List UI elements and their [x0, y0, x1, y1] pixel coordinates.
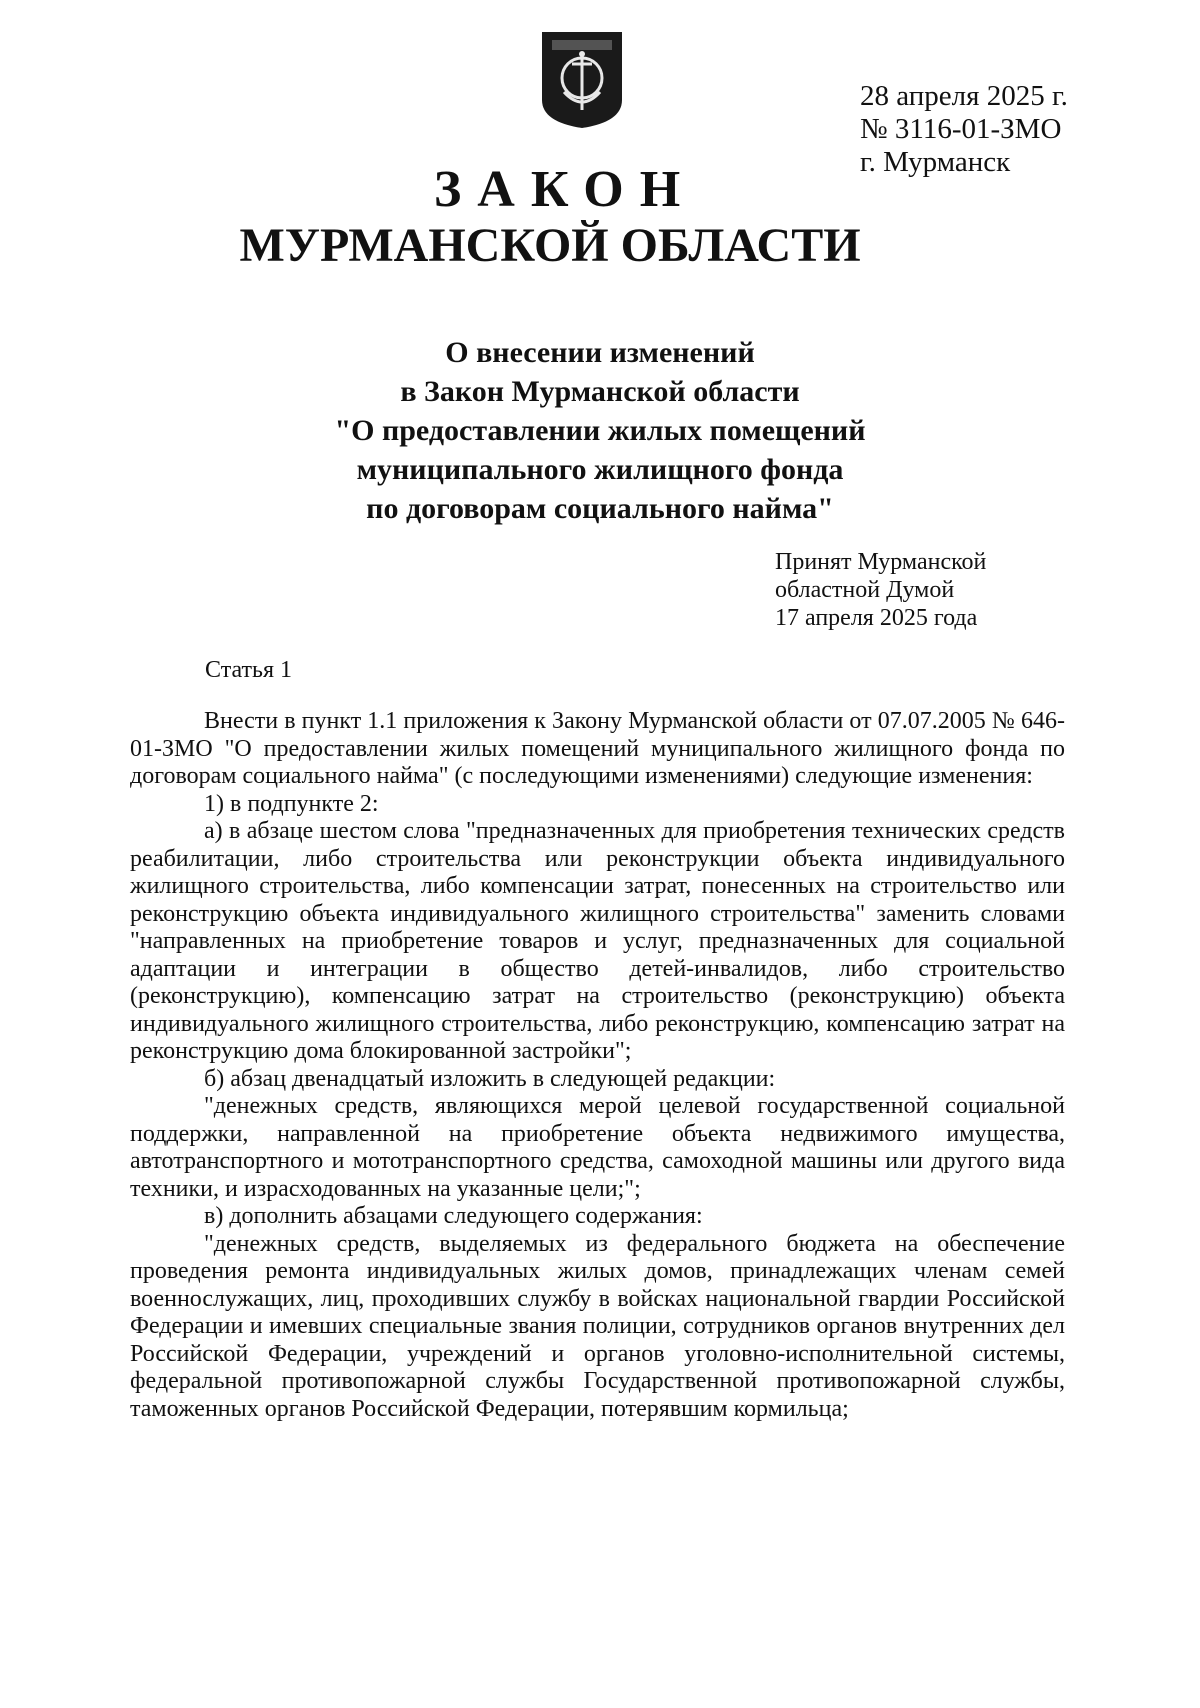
article-heading: Статья 1	[205, 657, 292, 683]
subject-line: О внесении изменений	[445, 336, 755, 369]
paragraph: "денежных средств, являющихся мерой целевой государственной социальной поддержки, направленной на приобретение объекта недвижимого имущества, автотранспортного и мототранспортного средства, самоходной машины или другого вида техники, и израсходованных на указанные цели;";	[130, 1093, 1065, 1202]
paragraph: а) в абзаце шестом слова "предназначенных для приобретения технических средств реабилитации, либо строительства или реконструкции объекта индивидуального жилищного строительства, либо компенсации затрат, понесенных на строительство или реконструкцию объекта индивидуального жилищного строительства" заменить словами "направленных на приобретение товаров и услуг, предназначенных для социальной адаптации и интеграции в общество детей-инвалидов, либо строительство (реконструкцию), компенсацию затрат на строительство (реконструкцию) объекта индивидуального жилищного строительства, либо реконструкцию, компенсацию затрат на реконструкцию дома блокированной застройки";	[130, 818, 1065, 1064]
law-city: г. Мурманск	[860, 146, 1011, 178]
subject-line: в Закон Мурманской области	[400, 375, 800, 408]
paragraph: б) абзац двенадцатый изложить в следующей редакции:	[204, 1065, 776, 1092]
coat-of-arms-emblem	[538, 30, 626, 130]
paragraph: "денежных средств, выделяемых из федерального бюджета на обеспечение проведения ремонта индивидуальных жилых домов, принадлежащих членам семей военнослужащих, лиц, проходивших службу в войсках национальной гвардии Российской Федерации и имевших специальные звания полиции, сотрудников органов внутренних дел Российской Федерации, учреждений и органов уголовно-исполнительной системы, федеральной противопожарной службы Государственной противопожарной службы, таможенных органов Российской Федерации, потерявшим кормильца;	[130, 1230, 1065, 1422]
article-body	[130, 708, 1065, 1423]
adoption-line: областной Думой	[775, 577, 955, 603]
law-number: № 3116-01-ЗМО	[860, 113, 1062, 145]
adoption-note	[775, 548, 986, 632]
subject-line: "О предоставлении жилых помещений	[334, 414, 866, 447]
adoption-line: 17 апреля 2025 года	[775, 605, 978, 631]
subject-line: муниципального жилищного фонда	[356, 453, 844, 486]
region-title: МУРМАНСКОЙ ОБЛАСТИ	[239, 219, 861, 272]
adoption-line: Принят Мурманской	[775, 549, 987, 575]
law-date: 28 апреля 2025 г.	[860, 80, 1068, 112]
paragraph: 1) в подпункте 2:	[204, 790, 379, 817]
law-subject	[0, 333, 1200, 528]
paragraph: в) дополнить абзацами следующего содержания:	[204, 1203, 703, 1229]
subject-line: по договорам социального найма"	[366, 492, 834, 525]
coat-of-arms-icon	[538, 30, 626, 130]
document-type-title: ЗАКОН	[433, 161, 697, 218]
paragraph: Внести в пункт 1.1 приложения к Закону Мурманской области от 07.07.2005 № 646-01-ЗМО "О предоставлении жилых помещений муниципального жилищного фонда по договорам социального найма" (с последующими изменениями) следующие изменения:	[130, 708, 1065, 789]
